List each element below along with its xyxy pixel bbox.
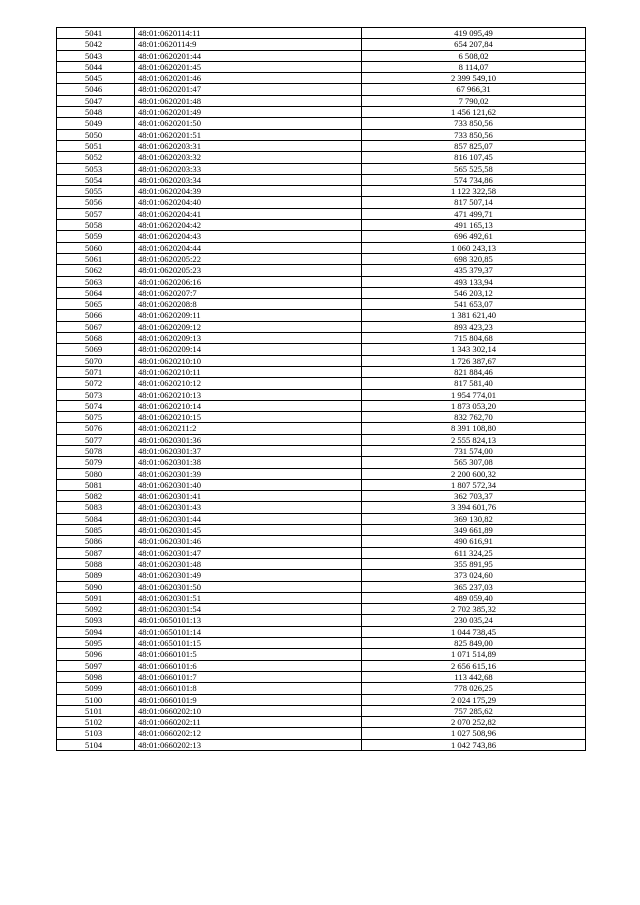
table-row — [57, 287, 586, 298]
row-number-cell: 5065 — [57, 299, 135, 310]
row-number-cell: 5076 — [57, 423, 135, 434]
cadastral-number-cell: 48:01:0620301:40 — [135, 479, 362, 490]
cadastral-number-cell: 48:01:0650101:15 — [135, 638, 362, 649]
row-number-cell: 5077 — [57, 434, 135, 445]
table-row — [57, 174, 586, 185]
table-body — [57, 28, 586, 751]
row-number-cell: 5058 — [57, 220, 135, 231]
table-row — [57, 140, 586, 151]
value-cell: 8 391 108,80 — [362, 423, 586, 434]
table-row — [57, 265, 586, 276]
cadastral-number-cell: 48:01:0620210:10 — [135, 355, 362, 366]
table-row — [57, 728, 586, 739]
value-cell: 1 807 572,34 — [362, 479, 586, 490]
row-number-cell: 5083 — [57, 502, 135, 513]
row-number-cell: 5051 — [57, 140, 135, 151]
row-number-cell: 5074 — [57, 400, 135, 411]
row-number-cell: 5104 — [57, 739, 135, 750]
table-row — [57, 525, 586, 536]
table-row — [57, 445, 586, 456]
value-cell: 491 165,13 — [362, 220, 586, 231]
value-cell: 541 653,07 — [362, 299, 586, 310]
cadastral-number-cell: 48:01:0620209:14 — [135, 344, 362, 355]
row-number-cell: 5091 — [57, 592, 135, 603]
cadastral-number-cell: 48:01:0620208:8 — [135, 299, 362, 310]
cadastral-number-cell: 48:01:0620210:14 — [135, 400, 362, 411]
value-cell: 369 130,82 — [362, 513, 586, 524]
value-cell: 362 703,37 — [362, 491, 586, 502]
row-number-cell: 5079 — [57, 457, 135, 468]
table-row — [57, 592, 586, 603]
table-row — [57, 129, 586, 140]
value-cell: 821 884,46 — [362, 366, 586, 377]
table-row — [57, 536, 586, 547]
cadastral-number-cell: 48:01:0620301:46 — [135, 536, 362, 547]
value-cell: 67 966,31 — [362, 84, 586, 95]
cadastral-number-cell: 48:01:0620209:13 — [135, 333, 362, 344]
cadastral-number-cell: 48:01:0620205:22 — [135, 253, 362, 264]
value-cell: 2 399 549,10 — [362, 73, 586, 84]
cadastral-number-cell: 48:01:0620210:12 — [135, 378, 362, 389]
table-row — [57, 366, 586, 377]
value-cell: 489 059,40 — [362, 592, 586, 603]
value-cell: 2 024 175,29 — [362, 694, 586, 705]
table-row — [57, 61, 586, 72]
row-number-cell: 5101 — [57, 705, 135, 716]
cadastral-number-cell: 48:01:0620201:47 — [135, 84, 362, 95]
value-cell: 1 060 243,13 — [362, 242, 586, 253]
cadastral-number-cell: 48:01:0620114:11 — [135, 28, 362, 39]
cadastral-number-cell: 48:01:0620204:44 — [135, 242, 362, 253]
table-row — [57, 457, 586, 468]
cadastral-number-cell: 48:01:0620301:50 — [135, 581, 362, 592]
value-cell: 611 324,25 — [362, 547, 586, 558]
table-row — [57, 73, 586, 84]
value-cell: 696 492,61 — [362, 231, 586, 242]
table-row — [57, 39, 586, 50]
row-number-cell: 5054 — [57, 174, 135, 185]
cadastral-number-cell: 48:01:0620114:9 — [135, 39, 362, 50]
table-row — [57, 107, 586, 118]
table-row — [57, 547, 586, 558]
row-number-cell: 5059 — [57, 231, 135, 242]
table-row — [57, 558, 586, 569]
row-number-cell: 5052 — [57, 152, 135, 163]
row-number-cell: 5050 — [57, 129, 135, 140]
value-cell: 893 423,23 — [362, 321, 586, 332]
value-cell: 1 071 514,89 — [362, 649, 586, 660]
row-number-cell: 5071 — [57, 366, 135, 377]
table-row — [57, 118, 586, 129]
row-number-cell: 5095 — [57, 638, 135, 649]
row-number-cell: 5080 — [57, 468, 135, 479]
row-number-cell: 5042 — [57, 39, 135, 50]
value-cell: 757 285,62 — [362, 705, 586, 716]
value-cell: 6 508,02 — [362, 50, 586, 61]
row-number-cell: 5055 — [57, 186, 135, 197]
row-number-cell: 5082 — [57, 491, 135, 502]
cadastral-number-cell: 48:01:0660202:12 — [135, 728, 362, 739]
table-row — [57, 705, 586, 716]
value-cell: 2 656 615,16 — [362, 660, 586, 671]
value-cell: 857 825,07 — [362, 140, 586, 151]
cadastral-number-cell: 48:01:0620211:2 — [135, 423, 362, 434]
row-number-cell: 5049 — [57, 118, 135, 129]
table-row — [57, 276, 586, 287]
row-number-cell: 5046 — [57, 84, 135, 95]
value-cell: 435 379,37 — [362, 265, 586, 276]
cadastral-number-cell: 48:01:0660101:6 — [135, 660, 362, 671]
cadastral-number-cell: 48:01:0620201:49 — [135, 107, 362, 118]
cadastral-number-cell: 48:01:0620204:39 — [135, 186, 362, 197]
row-number-cell: 5073 — [57, 389, 135, 400]
cadastral-number-cell: 48:01:0650101:13 — [135, 615, 362, 626]
table-row — [57, 299, 586, 310]
row-number-cell: 5053 — [57, 163, 135, 174]
value-cell: 1 343 302,14 — [362, 344, 586, 355]
cadastral-number-cell: 48:01:0620203:33 — [135, 163, 362, 174]
value-cell: 698 320,85 — [362, 253, 586, 264]
table-row — [57, 638, 586, 649]
value-cell: 2 070 252,82 — [362, 717, 586, 728]
value-cell: 817 581,40 — [362, 378, 586, 389]
value-cell: 349 661,89 — [362, 525, 586, 536]
table-row — [57, 344, 586, 355]
value-cell: 715 804,68 — [362, 333, 586, 344]
cadastral-number-cell: 48:01:0660202:13 — [135, 739, 362, 750]
value-cell: 490 616,91 — [362, 536, 586, 547]
table-row — [57, 186, 586, 197]
table-row — [57, 231, 586, 242]
table-row — [57, 570, 586, 581]
cadastral-number-cell: 48:01:0660202:11 — [135, 717, 362, 728]
cadastral-number-cell: 48:01:0620301:38 — [135, 457, 362, 468]
table-row — [57, 197, 586, 208]
cadastral-number-cell: 48:01:0620201:44 — [135, 50, 362, 61]
cadastral-number-cell: 48:01:0660202:10 — [135, 705, 362, 716]
row-number-cell: 5062 — [57, 265, 135, 276]
cadastral-number-cell: 48:01:0660101:7 — [135, 671, 362, 682]
value-cell: 816 107,45 — [362, 152, 586, 163]
row-number-cell: 5047 — [57, 95, 135, 106]
table-row — [57, 95, 586, 106]
value-cell: 1 456 121,62 — [362, 107, 586, 118]
cadastral-number-cell: 48:01:0620301:45 — [135, 525, 362, 536]
row-number-cell: 5066 — [57, 310, 135, 321]
cadastral-number-cell: 48:01:0620207:7 — [135, 287, 362, 298]
table-row — [57, 84, 586, 95]
cadastral-number-cell: 48:01:0620301:41 — [135, 491, 362, 502]
value-cell: 654 207,84 — [362, 39, 586, 50]
cadastral-number-cell: 48:01:0620209:12 — [135, 321, 362, 332]
table-row — [57, 163, 586, 174]
row-number-cell: 5045 — [57, 73, 135, 84]
cadastral-number-cell: 48:01:0660101:5 — [135, 649, 362, 660]
row-number-cell: 5072 — [57, 378, 135, 389]
row-number-cell: 5057 — [57, 208, 135, 219]
table-row — [57, 513, 586, 524]
cadastral-number-cell: 48:01:0620301:36 — [135, 434, 362, 445]
table-row — [57, 491, 586, 502]
table-row — [57, 333, 586, 344]
value-cell: 825 849,00 — [362, 638, 586, 649]
cadastral-number-cell: 48:01:0620206:16 — [135, 276, 362, 287]
table-row — [57, 400, 586, 411]
value-cell: 1 027 508,96 — [362, 728, 586, 739]
cadastral-number-cell: 48:01:0620301:49 — [135, 570, 362, 581]
row-number-cell: 5081 — [57, 479, 135, 490]
row-number-cell: 5094 — [57, 626, 135, 637]
table-row — [57, 220, 586, 231]
value-cell: 778 026,25 — [362, 683, 586, 694]
value-cell: 471 499,71 — [362, 208, 586, 219]
table-row — [57, 423, 586, 434]
row-number-cell: 5096 — [57, 649, 135, 660]
table-row — [57, 355, 586, 366]
table-row — [57, 502, 586, 513]
cadastral-number-cell: 48:01:0620301:43 — [135, 502, 362, 513]
cadastral-number-cell: 48:01:0620204:43 — [135, 231, 362, 242]
table-row — [57, 310, 586, 321]
cadastral-number-cell: 48:01:0620201:48 — [135, 95, 362, 106]
value-cell: 2 702 385,32 — [362, 604, 586, 615]
table-row — [57, 683, 586, 694]
row-number-cell: 5092 — [57, 604, 135, 615]
value-cell: 1 726 387,67 — [362, 355, 586, 366]
table-row — [57, 649, 586, 660]
table-row — [57, 739, 586, 750]
table-row — [57, 660, 586, 671]
table-row — [57, 434, 586, 445]
cadastral-number-cell: 48:01:0620201:50 — [135, 118, 362, 129]
row-number-cell: 5089 — [57, 570, 135, 581]
table-row — [57, 253, 586, 264]
value-cell: 1 873 053,20 — [362, 400, 586, 411]
cadastral-number-cell: 48:01:0620204:42 — [135, 220, 362, 231]
row-number-cell: 5061 — [57, 253, 135, 264]
value-cell: 419 095,49 — [362, 28, 586, 39]
table-row — [57, 626, 586, 637]
cadastral-number-cell: 48:01:0620201:46 — [135, 73, 362, 84]
value-cell: 8 114,07 — [362, 61, 586, 72]
value-cell: 373 024,60 — [362, 570, 586, 581]
row-number-cell: 5085 — [57, 525, 135, 536]
value-cell: 731 574,00 — [362, 445, 586, 456]
row-number-cell: 5100 — [57, 694, 135, 705]
cadastral-number-cell: 48:01:0620205:23 — [135, 265, 362, 276]
cadastral-value-table — [56, 27, 586, 751]
cadastral-number-cell: 48:01:0620210:15 — [135, 412, 362, 423]
row-number-cell: 5070 — [57, 355, 135, 366]
value-cell: 3 394 601,76 — [362, 502, 586, 513]
table-row — [57, 321, 586, 332]
row-number-cell: 5097 — [57, 660, 135, 671]
table-row — [57, 242, 586, 253]
value-cell: 1 381 621,40 — [362, 310, 586, 321]
value-cell: 1 122 322,58 — [362, 186, 586, 197]
row-number-cell: 5064 — [57, 287, 135, 298]
row-number-cell: 5086 — [57, 536, 135, 547]
table-row — [57, 468, 586, 479]
row-number-cell: 5087 — [57, 547, 135, 558]
row-number-cell: 5098 — [57, 671, 135, 682]
cadastral-number-cell: 48:01:0620301:54 — [135, 604, 362, 615]
row-number-cell: 5068 — [57, 333, 135, 344]
cadastral-number-cell: 48:01:0620301:48 — [135, 558, 362, 569]
cadastral-number-cell: 48:01:0620203:34 — [135, 174, 362, 185]
table-row — [57, 717, 586, 728]
row-number-cell: 5075 — [57, 412, 135, 423]
row-number-cell: 5048 — [57, 107, 135, 118]
table-row — [57, 389, 586, 400]
value-cell: 817 507,14 — [362, 197, 586, 208]
row-number-cell: 5084 — [57, 513, 135, 524]
row-number-cell: 5069 — [57, 344, 135, 355]
cadastral-number-cell: 48:01:0620209:11 — [135, 310, 362, 321]
cadastral-number-cell: 48:01:0620204:40 — [135, 197, 362, 208]
cadastral-number-cell: 48:01:0620301:37 — [135, 445, 362, 456]
value-cell: 7 790,02 — [362, 95, 586, 106]
value-cell: 355 891,95 — [362, 558, 586, 569]
table-row — [57, 208, 586, 219]
cadastral-number-cell: 48:01:0620203:32 — [135, 152, 362, 163]
value-cell: 565 525,58 — [362, 163, 586, 174]
value-cell: 113 442,68 — [362, 671, 586, 682]
table-row — [57, 378, 586, 389]
cadastral-number-cell: 48:01:0620301:44 — [135, 513, 362, 524]
value-cell: 565 307,08 — [362, 457, 586, 468]
row-number-cell: 5043 — [57, 50, 135, 61]
row-number-cell: 5044 — [57, 61, 135, 72]
value-cell: 1 042 743,86 — [362, 739, 586, 750]
cadastral-number-cell: 48:01:0620203:31 — [135, 140, 362, 151]
row-number-cell: 5090 — [57, 581, 135, 592]
row-number-cell: 5088 — [57, 558, 135, 569]
row-number-cell: 5060 — [57, 242, 135, 253]
cadastral-number-cell: 48:01:0620301:39 — [135, 468, 362, 479]
cadastral-number-cell: 48:01:0620301:47 — [135, 547, 362, 558]
row-number-cell: 5099 — [57, 683, 135, 694]
table-row — [57, 581, 586, 592]
cadastral-number-cell: 48:01:0650101:14 — [135, 626, 362, 637]
cadastral-number-cell: 48:01:0620201:45 — [135, 61, 362, 72]
row-number-cell: 5056 — [57, 197, 135, 208]
table-row — [57, 671, 586, 682]
value-cell: 1 954 774,01 — [362, 389, 586, 400]
table-row — [57, 694, 586, 705]
value-cell: 574 734,86 — [362, 174, 586, 185]
cadastral-number-cell: 48:01:0660101:8 — [135, 683, 362, 694]
cadastral-number-cell: 48:01:0660101:9 — [135, 694, 362, 705]
cadastral-number-cell: 48:01:0620301:51 — [135, 592, 362, 603]
table-row — [57, 50, 586, 61]
row-number-cell: 5103 — [57, 728, 135, 739]
row-number-cell: 5102 — [57, 717, 135, 728]
table-row — [57, 152, 586, 163]
row-number-cell: 5093 — [57, 615, 135, 626]
cadastral-number-cell: 48:01:0620204:41 — [135, 208, 362, 219]
value-cell: 365 237,03 — [362, 581, 586, 592]
table-row — [57, 28, 586, 39]
cadastral-number-cell: 48:01:0620201:51 — [135, 129, 362, 140]
row-number-cell: 5078 — [57, 445, 135, 456]
value-cell: 2 200 600,32 — [362, 468, 586, 479]
table-row — [57, 615, 586, 626]
value-cell: 733 850,56 — [362, 118, 586, 129]
row-number-cell: 5041 — [57, 28, 135, 39]
value-cell: 2 555 824,13 — [362, 434, 586, 445]
row-number-cell: 5063 — [57, 276, 135, 287]
cadastral-number-cell: 48:01:0620210:13 — [135, 389, 362, 400]
table-row — [57, 479, 586, 490]
value-cell: 230 035,24 — [362, 615, 586, 626]
table-row — [57, 412, 586, 423]
value-cell: 546 203,12 — [362, 287, 586, 298]
value-cell: 1 044 738,45 — [362, 626, 586, 637]
value-cell: 733 850,56 — [362, 129, 586, 140]
row-number-cell: 5067 — [57, 321, 135, 332]
cadastral-number-cell: 48:01:0620210:11 — [135, 366, 362, 377]
table-row — [57, 604, 586, 615]
value-cell: 493 133,94 — [362, 276, 586, 287]
value-cell: 832 762,70 — [362, 412, 586, 423]
